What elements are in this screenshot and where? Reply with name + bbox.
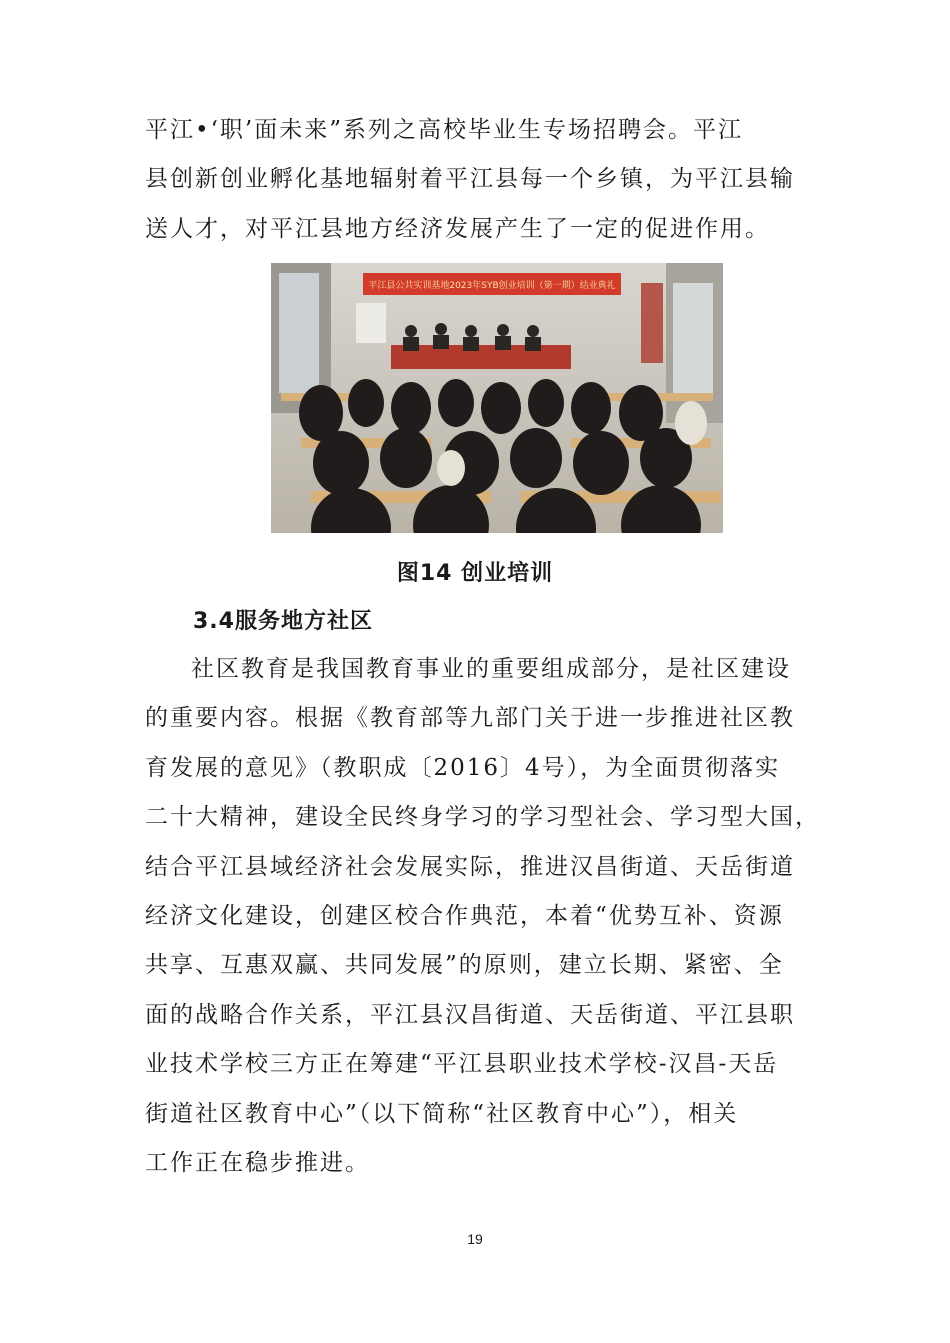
section-heading: 3.4服务地方社区 — [193, 609, 373, 634]
paragraph-line: 县创新创业孵化基地辐射着平江县每一个乡镇，为平江县输 — [145, 166, 795, 193]
paragraph-line: 结合平江县域经济社会发展实际，推进汉昌街道、天岳街道 — [145, 853, 795, 880]
paragraph-line: 社区教育是我国教育事业的重要组成部分，是社区建设 — [191, 656, 791, 682]
paragraph-line: 共享、互惠双赢、共同发展”的原则，建立长期、紧密、全 — [145, 952, 784, 979]
paragraph-line: 平江•‘职’面未来”系列之高校毕业生专场招聘会。平江 — [145, 117, 743, 143]
paragraph-line: 送人才，对平江县地方经济发展产生了一定的促进作用。 — [145, 215, 770, 242]
training-photo — [271, 263, 723, 533]
section-paragraph — [145, 645, 820, 1188]
paragraph-line: 二十大精神，建设全民终身学习的学习型社会、学习型大国， — [145, 804, 820, 831]
paragraph-line: 面的战略合作关系，平江县汉昌街道、天岳街道、平江县职 — [145, 1001, 795, 1028]
classroom-illustration — [271, 263, 723, 533]
paragraph-line: 的重要内容。根据《教育部等九部门关于进一步推进社区教 — [145, 705, 795, 732]
page-number: 19 — [467, 1231, 483, 1247]
paragraph-line: 育发展的意见》（教职成〔2016〕4号），为全面贯彻落实 — [145, 754, 781, 781]
paragraph-line: 业技术学校三方正在筹建“平江县职业技术学校-汉昌-天岳 — [145, 1051, 779, 1078]
intro-paragraph — [145, 106, 815, 254]
paragraph-line: 工作正在稳步推进。 — [145, 1149, 370, 1176]
paragraph-line: 经济文化建设，创建区校合作典范，本着“优势互补、资源 — [145, 902, 784, 929]
paragraph-line: 街道社区教育中心”（以下简称“社区教育中心”），相关 — [145, 1100, 739, 1127]
banner-text: 平江县公共实训基地2023年SYB创业培训（第一期）结业典礼 — [368, 281, 616, 291]
figure-caption: 图14 创业培训 — [396, 561, 554, 586]
